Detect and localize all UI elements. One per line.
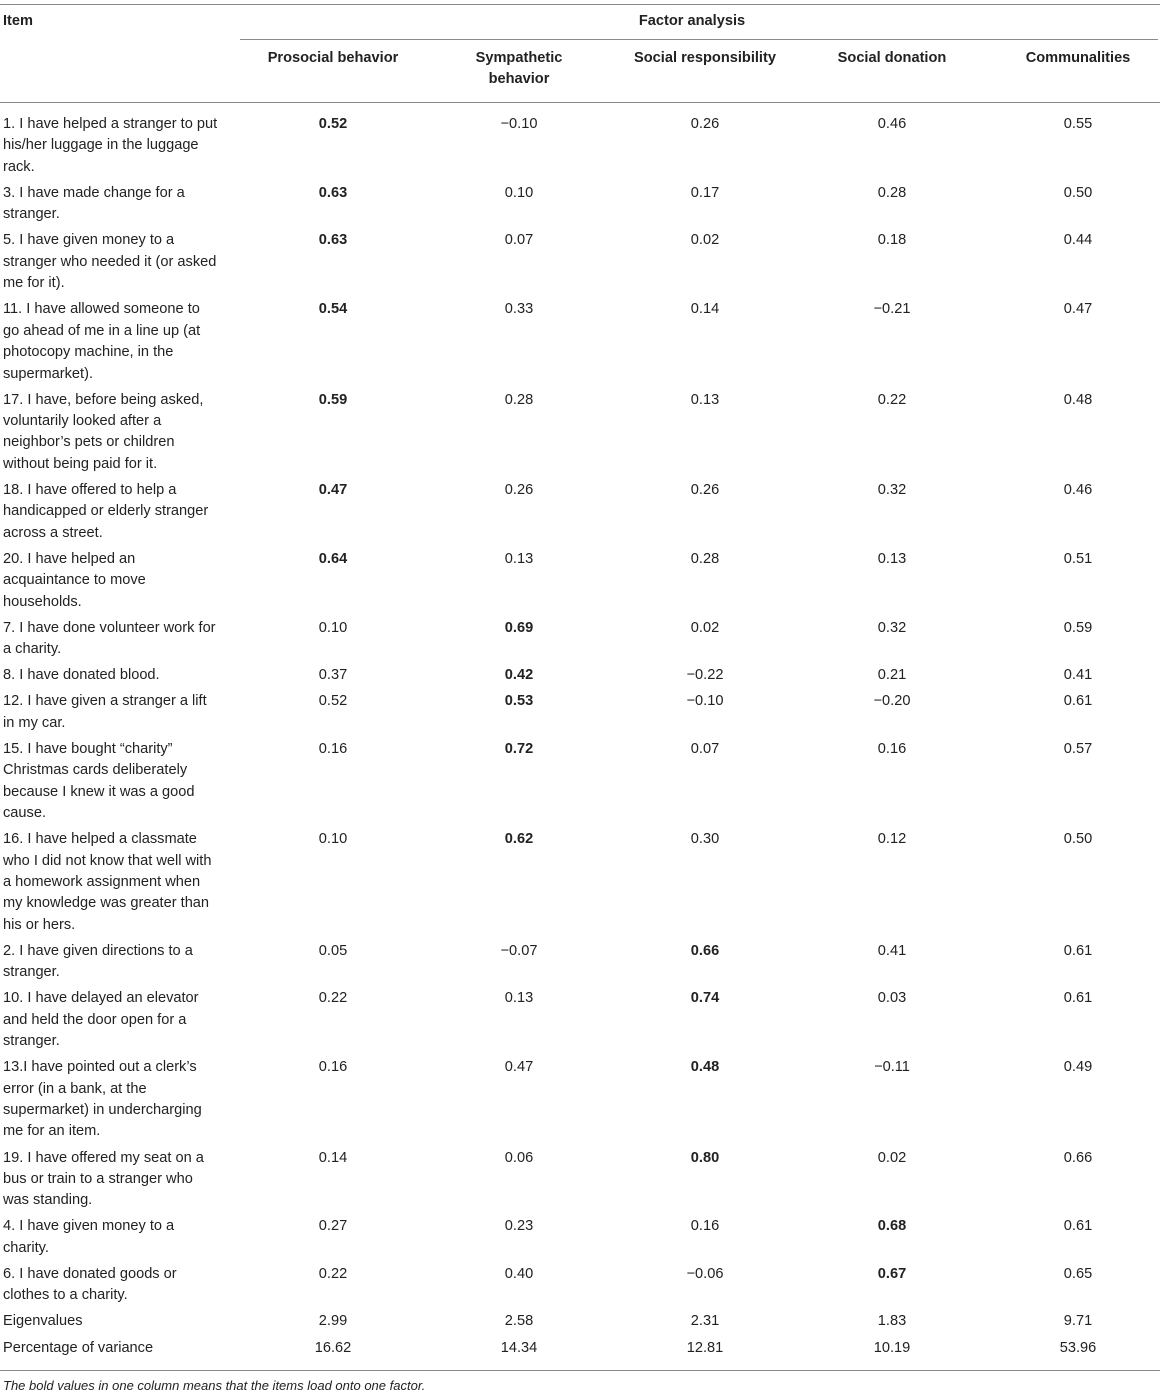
row-value-cell: 0.16	[690, 1218, 720, 1235]
row-item-line: 5. I have given money to a	[3, 232, 175, 249]
row-value-cell: 0.62	[504, 831, 534, 848]
row-value-cell: 0.28	[690, 550, 720, 567]
row-value-cell: 0.22	[318, 1265, 348, 1282]
row-item-line: 2. I have given directions to a	[3, 942, 193, 959]
row-item-line: 4. I have given money to a	[3, 1218, 175, 1235]
row-value-cell: 0.69	[504, 619, 534, 636]
row-value-cell: 0.59	[1063, 619, 1093, 636]
row-item-line: stranger who needed it (or asked	[3, 253, 217, 270]
row-item-text	[3, 691, 235, 734]
row-value-cell: 2.31	[690, 1313, 720, 1330]
row-value-cell: 1.83	[877, 1313, 907, 1330]
row-item-line: 11. I have allowed someone to	[3, 301, 200, 318]
col-header-communalities: Communalities	[1025, 50, 1131, 66]
row-value-cell: 0.02	[690, 619, 720, 636]
row-value-cell: 0.05	[318, 942, 348, 959]
row-item-line: 12. I have given a stranger a lift	[3, 693, 207, 710]
row-item-line: photocopy machine, in the	[3, 344, 174, 361]
row-value-cell: 0.48	[1063, 391, 1093, 408]
row-item-line: acquaintance to move	[3, 572, 146, 589]
row-value-cell: 0.13	[877, 550, 907, 567]
row-value-cell: 0.51	[1063, 550, 1093, 567]
row-value-cell: 0.22	[318, 990, 348, 1007]
row-item-text	[3, 299, 235, 385]
row-value-cell: 0.46	[1063, 481, 1093, 498]
row-value-cell: 0.59	[318, 391, 348, 408]
row-item-line: 16. I have helped a classmate	[3, 831, 197, 848]
row-item-text	[3, 230, 235, 294]
row-value-cell: 0.28	[504, 391, 534, 408]
row-value-cell: 0.47	[318, 481, 348, 498]
row-item-line: supermarket) in undercharging	[3, 1102, 202, 1118]
row-value-cell: 9.71	[1063, 1313, 1093, 1330]
row-value-cell: 0.61	[1063, 942, 1093, 959]
row-value-cell: 0.63	[318, 184, 348, 201]
row-value-cell: −0.07	[500, 942, 538, 959]
row-value-cell: 0.54	[318, 301, 348, 318]
row-item-text	[3, 988, 235, 1052]
row-item-text	[3, 390, 235, 476]
col-header-prosocial: Prosocial behavior	[267, 50, 399, 66]
row-value-cell: 0.16	[318, 1059, 348, 1076]
row-value-cell: 0.16	[877, 740, 907, 757]
row-value-cell: 2.99	[318, 1313, 348, 1330]
row-value-cell: 10.19	[873, 1339, 911, 1356]
row-item-line: because I knew it was a good	[3, 783, 195, 800]
row-value-cell: 0.07	[690, 740, 720, 757]
row-value-cell: 0.47	[1063, 301, 1093, 318]
row-value-cell: 0.28	[877, 184, 907, 201]
row-value-cell: −0.10	[686, 693, 724, 710]
row-item-line: 15. I have bought “charity”	[3, 740, 173, 757]
row-item-line: Christmas cards deliberately	[3, 762, 188, 779]
row-item-text	[3, 941, 235, 984]
row-value-cell: 0.14	[690, 301, 720, 318]
row-item-text	[3, 665, 235, 686]
row-item-line: 17. I have, before being asked,	[3, 391, 204, 408]
row-value-cell: −0.06	[686, 1265, 724, 1282]
col-header-responsibility: Social responsibility	[634, 50, 776, 66]
row-value-cell: 16.62	[314, 1339, 352, 1356]
row-value-cell: 0.17	[690, 184, 720, 201]
row-item-line: stranger.	[3, 206, 60, 223]
row-value-cell: 0.74	[690, 990, 720, 1007]
row-value-cell: 0.41	[1063, 667, 1093, 684]
row-value-cell: 0.65	[1063, 1265, 1093, 1282]
row-item-line: Eigenvalues	[3, 1313, 83, 1330]
row-item-line: error (in a bank, at the	[3, 1080, 147, 1097]
row-item-line: a charity.	[3, 641, 62, 658]
row-value-cell: 0.23	[504, 1218, 534, 1235]
row-value-cell: 0.41	[877, 942, 907, 959]
row-item-line: 3. I have made change for a	[3, 184, 185, 201]
row-value-cell: 0.44	[1063, 232, 1093, 249]
row-value-cell: 0.32	[877, 619, 907, 636]
row-value-cell: 0.33	[504, 301, 534, 318]
row-value-cell: 0.42	[504, 667, 534, 684]
row-value-cell: 0.80	[690, 1149, 720, 1166]
group-rule	[240, 39, 1158, 40]
row-value-cell: 0.06	[504, 1149, 534, 1166]
row-value-cell: 0.50	[1063, 831, 1093, 848]
row-value-cell: 0.14	[318, 1149, 348, 1166]
row-item-line: 18. I have offered to help a	[3, 481, 177, 498]
bottom-rule	[0, 1370, 1160, 1371]
row-item-line: 6. I have donated goods or	[3, 1265, 177, 1282]
col-header-donation: Social donation	[837, 50, 947, 66]
row-value-cell: 0.26	[690, 481, 720, 498]
row-item-line: and held the door open for a	[3, 1011, 187, 1028]
top-rule	[0, 4, 1160, 5]
row-value-cell: 0.26	[504, 481, 534, 498]
row-value-cell: −0.20	[873, 693, 911, 710]
row-value-cell: 0.40	[504, 1265, 534, 1282]
row-value-cell: 0.50	[1063, 184, 1093, 201]
row-value-cell: 0.16	[318, 740, 348, 757]
row-value-cell: 0.63	[318, 232, 348, 249]
row-item-line: across a street.	[3, 524, 103, 541]
row-value-cell: 0.12	[877, 831, 907, 848]
row-value-cell: 0.30	[690, 831, 720, 848]
row-value-cell: 0.26	[690, 116, 720, 132]
row-item-line: 20. I have helped an	[3, 550, 136, 567]
row-item-line: clothes to a charity.	[3, 1287, 128, 1304]
row-value-cell: 0.53	[504, 693, 534, 710]
row-item-line: who I did not know that well with	[3, 852, 212, 869]
row-item-line: 8. I have donated blood.	[3, 667, 160, 684]
row-value-cell: 0.66	[1063, 1149, 1093, 1166]
row-item-text	[3, 1311, 235, 1332]
row-value-cell: −0.11	[874, 1059, 910, 1076]
row-item-text	[3, 1338, 235, 1359]
row-value-cell: 0.61	[1063, 693, 1093, 710]
row-value-cell: 0.55	[1063, 116, 1093, 132]
row-item-line: a homework assignment when	[3, 873, 201, 890]
row-value-cell: −0.22	[686, 667, 724, 684]
row-item-line: bus or train to a stranger who	[3, 1170, 193, 1187]
row-value-cell: 0.66	[690, 942, 720, 959]
row-value-cell: 0.37	[318, 667, 348, 684]
row-value-cell: 0.52	[318, 116, 348, 132]
row-value-cell: 0.02	[877, 1149, 907, 1166]
row-item-line: 13.I have pointed out a clerk’s	[3, 1059, 197, 1076]
row-value-cell: 0.46	[877, 116, 907, 132]
row-item-line: in my car.	[3, 714, 66, 731]
row-value-cell: 0.18	[877, 232, 907, 249]
row-value-cell: −0.21	[873, 301, 911, 318]
row-item-line: without being paid for it.	[3, 455, 158, 472]
row-value-cell: 0.61	[1063, 1218, 1093, 1235]
row-value-cell: 0.13	[504, 550, 534, 567]
row-item-line: charity.	[3, 1239, 49, 1256]
row-item-text	[3, 114, 235, 178]
row-value-cell: 0.64	[318, 550, 348, 567]
row-value-cell: 0.67	[877, 1265, 907, 1282]
row-value-cell: 0.72	[504, 740, 534, 757]
row-item-line: stranger.	[3, 1033, 60, 1050]
row-item-text	[3, 1216, 235, 1259]
row-item-line: his or hers.	[3, 916, 76, 933]
factor-analysis-header: Factor analysis	[638, 13, 746, 29]
row-value-cell: 0.57	[1063, 740, 1093, 757]
row-item-text	[3, 183, 235, 226]
row-value-cell: 0.52	[318, 693, 348, 710]
row-value-cell: 2.58	[504, 1313, 534, 1330]
row-item-line: handicapped or elderly stranger	[3, 503, 209, 520]
row-item-line: supermarket).	[3, 365, 94, 382]
row-value-cell: 53.96	[1059, 1339, 1097, 1356]
row-item-line: voluntarily looked after a	[3, 413, 162, 429]
row-value-cell: 0.49	[1063, 1059, 1093, 1076]
row-item-text	[3, 549, 235, 613]
row-value-cell: 0.61	[1063, 990, 1093, 1007]
col-header-sympathetic-text: Sympathetic behavior	[475, 50, 563, 88]
item-column-header: Item	[3, 13, 34, 29]
row-item-line: was standing.	[3, 1192, 93, 1209]
row-value-cell: 0.22	[877, 391, 907, 408]
row-value-cell: 0.10	[504, 184, 534, 201]
row-value-cell: 0.68	[877, 1218, 907, 1235]
row-item-line: his/her luggage in the luggage	[3, 137, 199, 154]
table-footnote: The bold values in one column means that the items load onto one factor.	[3, 1378, 426, 1393]
row-value-cell: 0.32	[877, 481, 907, 498]
row-item-line: stranger.	[3, 964, 60, 981]
row-item-line: 19. I have offered my seat on a	[3, 1149, 204, 1166]
row-item-line: rack.	[3, 158, 35, 175]
row-value-cell: 0.48	[690, 1059, 720, 1076]
row-value-cell: 0.13	[690, 391, 720, 408]
row-item-line: households.	[3, 593, 82, 610]
row-value-cell: 14.34	[500, 1339, 538, 1356]
row-item-line: 7. I have done volunteer work for	[3, 619, 216, 636]
row-item-line: 1. I have helped a stranger to put	[3, 116, 218, 132]
row-value-cell: 0.07	[504, 232, 534, 249]
row-value-cell: 12.81	[686, 1339, 724, 1356]
row-item-line: my knowledge was greater than	[3, 895, 210, 912]
row-item-line: Percentage of variance	[3, 1339, 154, 1356]
row-item-text	[3, 480, 235, 544]
header-rule	[0, 102, 1160, 103]
row-item-line: 10. I have delayed an elevator	[3, 990, 199, 1007]
row-item-text	[3, 1148, 235, 1212]
row-value-cell: 0.10	[318, 619, 348, 636]
row-item-line: me for an item.	[3, 1123, 101, 1140]
row-value-cell: 0.13	[504, 990, 534, 1007]
row-value-cell: −0.10	[500, 116, 538, 132]
row-value-cell: 0.47	[504, 1059, 534, 1076]
row-item-text	[3, 1057, 235, 1143]
row-value-cell: 0.02	[690, 232, 720, 249]
row-item-text	[3, 1264, 235, 1307]
row-item-line: me for it).	[3, 275, 65, 292]
row-value-cell: 0.27	[318, 1218, 348, 1235]
row-item-text	[3, 618, 235, 661]
row-value-cell: 0.10	[318, 831, 348, 848]
row-value-cell: 0.03	[877, 990, 907, 1007]
col-header-sympathetic	[476, 48, 563, 91]
row-item-line: go ahead of me in a line up (at	[3, 322, 201, 339]
row-item-line: neighbor’s pets or children	[3, 434, 175, 451]
row-value-cell: 0.21	[877, 667, 907, 684]
row-item-text	[3, 829, 235, 936]
row-item-text	[3, 739, 235, 825]
row-item-line: cause.	[3, 805, 46, 822]
